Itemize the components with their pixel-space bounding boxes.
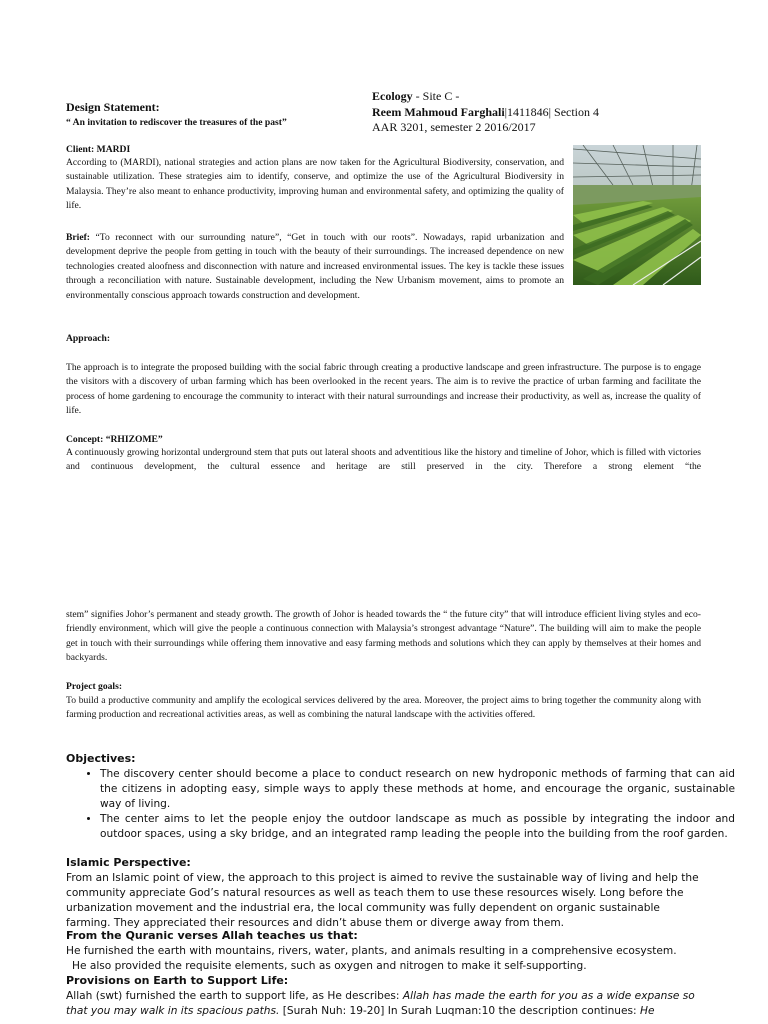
course-line: AAR 3201, semester 2 2016/2017 [372,120,536,134]
header-right [372,89,599,136]
islamic-heading: Islamic Perspective: [66,856,191,869]
concept-text-part2: stem” signifies Johor’s permanent and steady growth. The growth of Johor is headed towards the “ the future city” that will introduce efficient living styles and eco-friendly environment, which will give the people a continuous connection with Malaysia’s strongest advantage “Nature”. The building will aim to make the people get in touch with their surroundings while offering them innovative and easy farming methods and solutions which they can apply by themselves at their homes and backyards. [66,609,701,664]
approach-heading: Approach: [66,333,111,344]
quranic-line-2: He also provided the requisite elements, such as oxygen and nitrogen to make it self-supporting. [72,960,587,972]
provisions-heading: Provisions on Earth to Support Life: [66,974,289,987]
approach-text: The approach is to integrate the proposed building with the social fabric through creating a productive landscape and green infrastructure. The purpose is to engage the visitors with a discovery of urban farming which has been overlooked in the recent years. The aim is to revive the practice of urban farming and facilitate the process of home gardening to encourage the community to interact with their natural surroundings and increase their productivity, as well as, increase the quality of life. [66,362,701,417]
objectives-heading: Objectives: [66,752,136,765]
objective-item-1: • The discovery center should become a place to conduct research on new hydroponic methods of farming that can aid the citizens in adopting easy, simple ways to apply these methods at home, and encourage the organic, sustainable way of living. [100,767,735,812]
goals-text: To build a productive community and amplify the ecological services delivered by the area. Moreover, the project aims to bring together the community along with farming production and recreational activities areas, as well as combining the natural landscape with the activities offered. [66,695,701,721]
quranic-heading: From the Quranic verses Allah teaches us that: [66,929,358,942]
objectives-list [66,767,735,842]
objective-item-2: • The center aims to let the people enjoy the outdoor landscape as much as possible by integrating the indoor and outdoor spaces, using a sky bridge, and an integrated ramp leading the people into the building from the roof garden. [100,812,735,842]
concept-text-part1: A continuously growing horizontal underground stem that puts out lateral shoots and adventitious like the history and timeline of Johor, which is filled with victories and continuous development, the cultural essence and heritage are still preserved in the city. Therefore a strong element “the [66,447,701,473]
greenhouse-photo [573,145,701,285]
islamic-text: From an Islamic point of view, the approach to this project is aimed to revive the sustainable way of living and help the community appreciate God’s natural resources as well as teach them to use these resources wisely. Long before the urbanization movement and the industrial era, the local community was fully dependent on organic sustainable farming. They appreciated their resources and didn’t abuse them or diverge away from them. [66,872,699,929]
ecology-line: Ecology - Site C - [372,89,460,103]
quran-quote-2: He [640,1005,655,1017]
author-line: Reem Mahmoud Farghali|1411846| Section 4 [372,104,600,119]
brief-label: Brief: [66,232,90,243]
quranic-line-1: He furnished the earth with mountains, rivers, water, plants, and animals resulting in a comprehensive ecosystem. [66,945,677,957]
goals-heading: Project goals: [66,681,123,692]
greenhouse-image [573,145,701,285]
tagline: “ An invitation to rediscover the treasures of the past” [66,117,287,128]
quran-quote: Allah has made the earth for you as a wide expanse so that you may walk in its spacious paths. [66,990,695,1017]
client-heading: Client: MARDI [66,144,131,155]
brief-paragraph [66,231,564,303]
provisions-text: Allah (swt) furnished the earth to support life, as He describes: Allah has made the earth for you as a wide expanse so that you may walk in its spacious paths. [Surah Nuh: 19-20] In Surah Luqman:10 the description continues: He [66,990,695,1017]
brief-text: “To reconnect with our surrounding nature”, “Get in touch with our roots”. Nowadays, rapid urbanization and development deprive the people from getting in touch with the beauty of their surroundings. The increased dependence on new technologies created aloofness and disconnection with nature and increased environmental issues. The key is tackle these issues through a reconciliation with nature. Sustainable development, including the New Urbanism movement, aims to promote an environmentally conscious approach towards construction and development. [66,232,564,301]
client-text: According to (MARDI), national strategies and action plans are now taken for the Agricultural Biodiversity, conservation, and sustainable utilization. These strategies aim to identify, conserve, and optimize the use of the Agricultural Biodiversity in Malaysia. They’re also meant to enhance productivity, improving human and environmental safety, and optimizing the quality of life. [66,157,564,212]
design-statement-title: Design Statement: [66,100,160,114]
concept-heading: Concept: “RHIZOME” [66,434,163,445]
